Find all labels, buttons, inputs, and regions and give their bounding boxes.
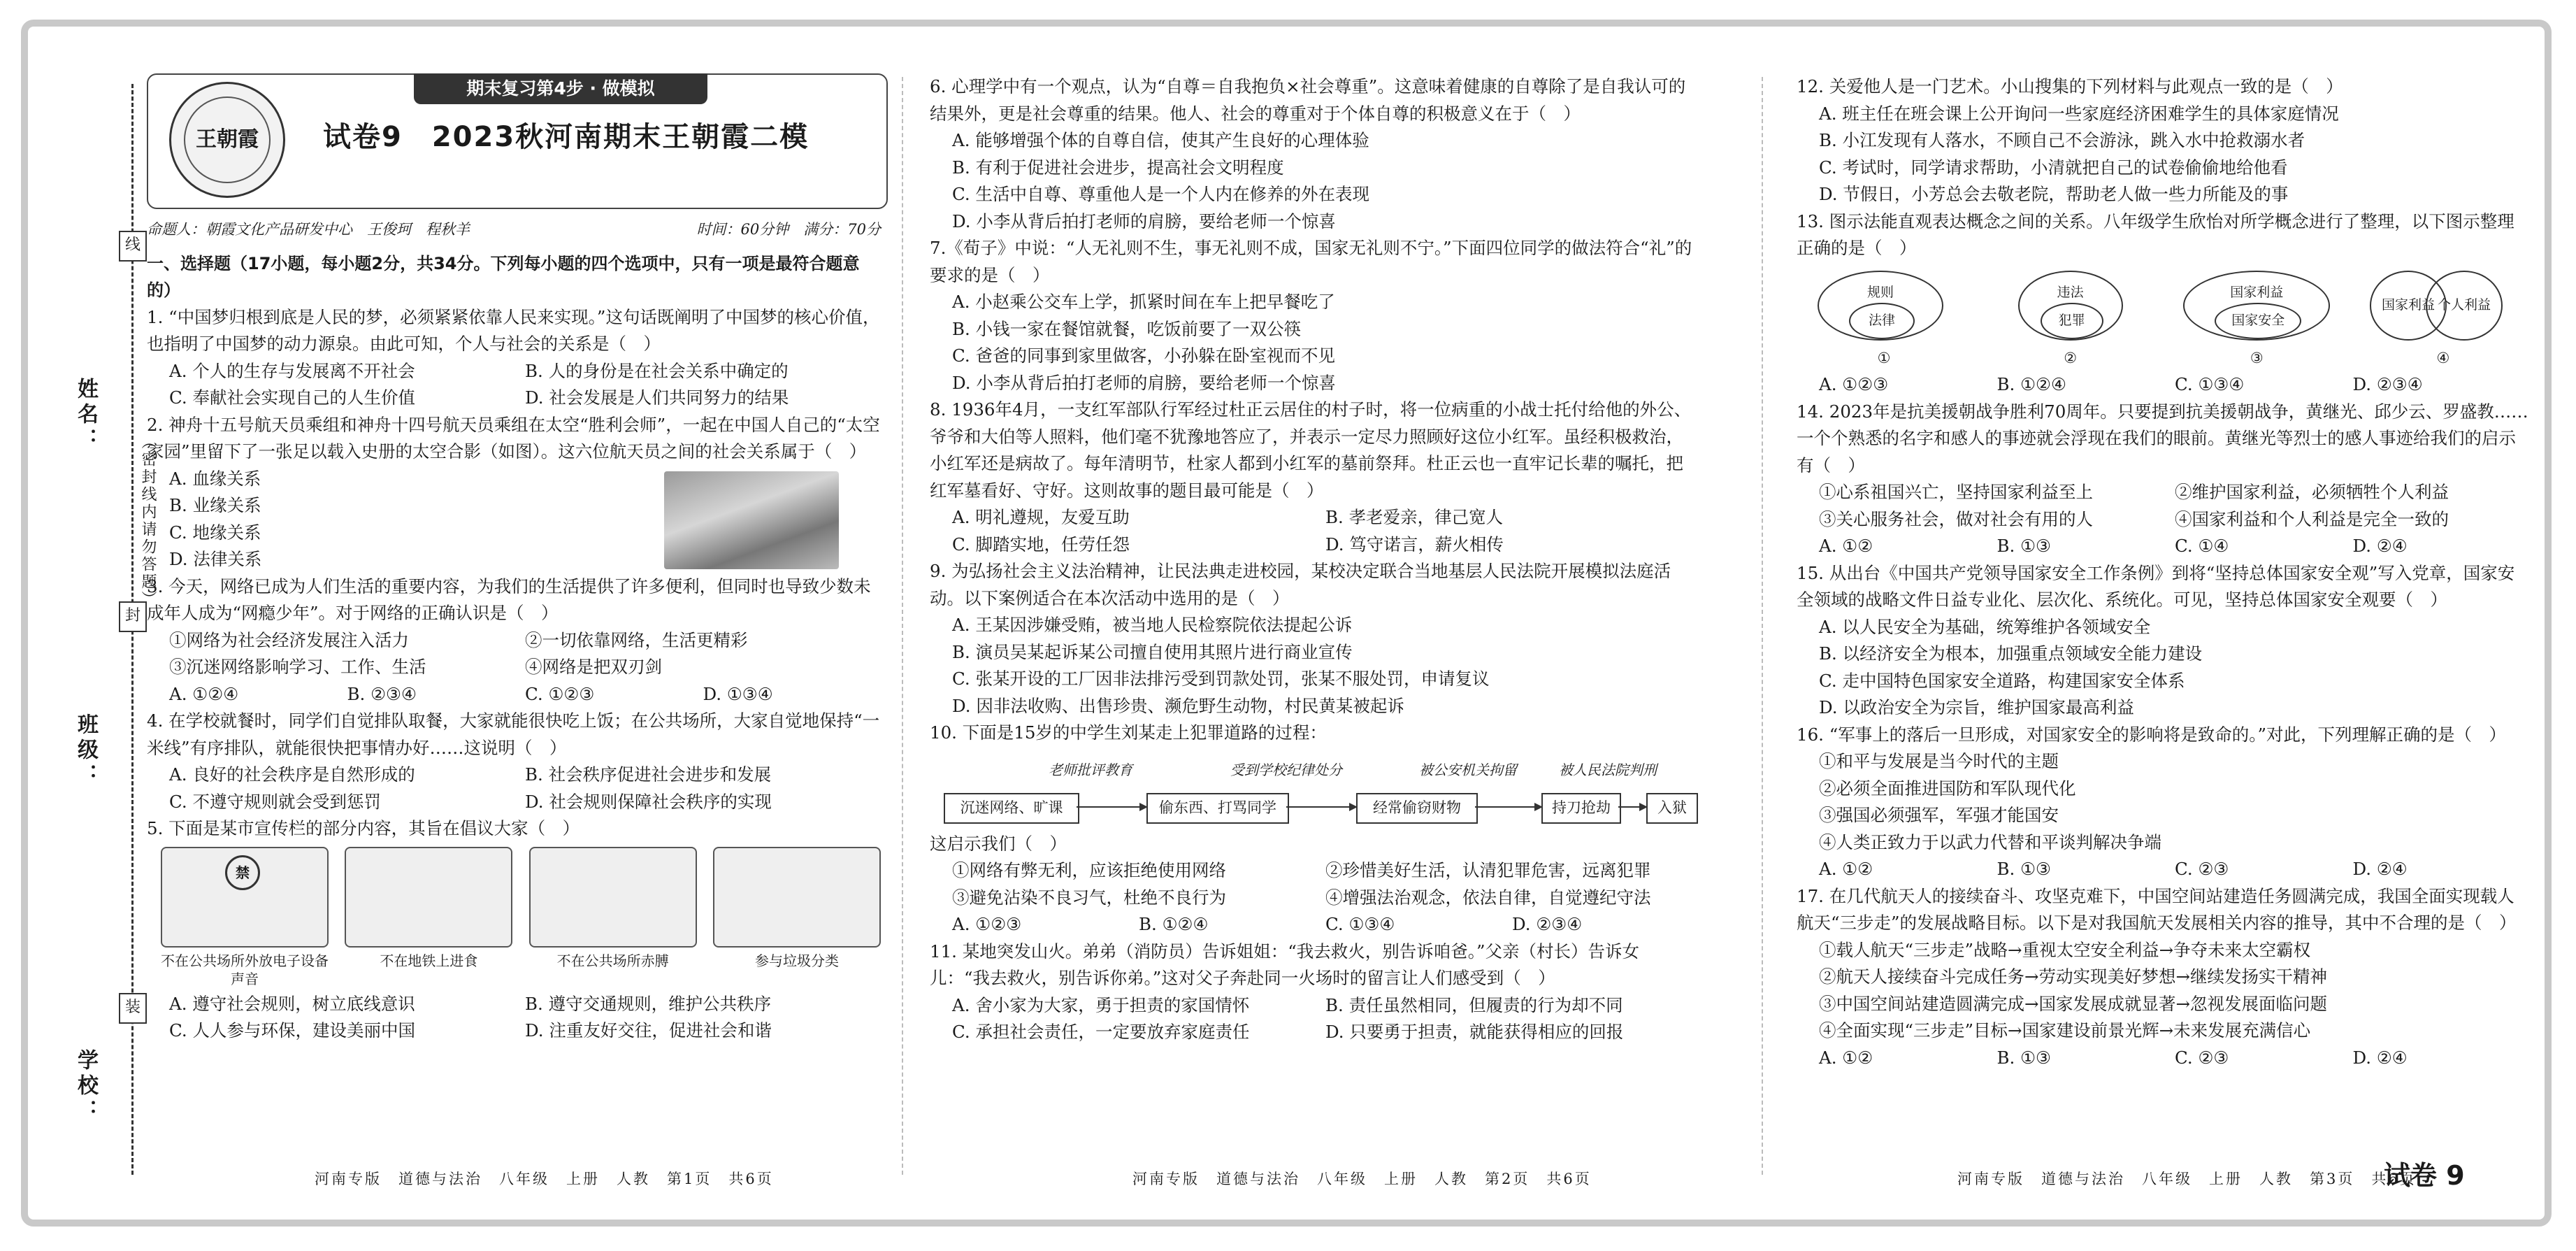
option: B. ①③ [1996,1047,2052,1068]
question-13: 13. 图示法能直观表达概念之间的关系。八年级学生欣怡对所学概念进行了整理，以下图示整理正确的是（ ） [1797,210,2514,258]
authors: 命题人：朝霞文化产品研发中心 王俊珂 程秋羊 [147,221,470,238]
cartoon-image [529,847,697,948]
statement: ②一切依靠网络，生活更精彩 [525,629,748,650]
option: C. 脚踏实地，任劳任怨 [952,534,1130,555]
school-label: 学校： [73,1049,98,1124]
cartoon-image [345,847,512,948]
question-14: 14. 2023年是抗美援朝战争胜利70周年。只要提到抗美援朝战争，黄继光、邱少云、罗盛教……一个个熟悉的名字和感人的事迹就会浮现在我们的眼前。黄继光等烈士的感人事迹给我们的启示有（ ） [1797,401,2528,476]
option: C. 人人参与环保，建设美丽中国 [169,1020,415,1041]
option: A. 班主任在班会课上公开询问一些家庭经济困难学生的具体家庭情况 [1819,103,2339,124]
options-2 [147,466,881,573]
page-footer-2: 河南专版 道德与法治 八年级 上册 人教 第2页 共6页 [1132,1171,1592,1187]
question-3: 3. 今天，网络已成为人们生活的重要内容，为我们的生活提供了许多便利，但同时也导致少数未成年人成为“网瘾少年”。对于网络的正确认识是（ ） [147,576,871,623]
binding-margin [49,84,157,1175]
statement: ③强国必须强军，军强才能国安 [1819,805,2059,825]
option: A. ①② [1819,536,1873,556]
cartoon [529,847,697,988]
options-14 [1797,533,2531,560]
statement: ②珍惜美好生活，认清犯罪危害，远离犯罪 [1325,860,1651,880]
page-footer-3: 河南专版 道德与法治 八年级 上册 人教 第3页 共6页 [1957,1171,2417,1187]
question-6: 6. 心理学中有一个观点，认为“自尊＝自我抱负×社会尊重”。这意味着健康的自尊除了是自我认可的结果外，更是社会尊重的结果。他人、社会的尊重对于个体自尊的积极意义在于（ ） [930,76,1686,124]
option: D. 笃守诺言，薪火相传 [1325,534,1504,555]
diagram-term: 法律 [1868,313,1895,329]
time-score: 时间：60分钟 满分：70分 [696,221,881,238]
option: D. ②④ [2352,859,2408,879]
option: B. 责任虽然相同，但履责的行为却不同 [1325,994,1623,1015]
option: C. ①③④ [2175,374,2245,394]
statement: ①网络有弊无利，应该拒绝使用网络 [952,860,1226,880]
option: A. 个人的生存与发展离不开社会 [169,360,415,381]
diagram-term: 国家安全 [2231,313,2285,329]
statement: ③避免沾染不良习气，杜绝不良行为 [952,887,1226,908]
option: C. ①④ [2175,536,2229,556]
question-8: 8. 1936年4月，一支红军部队行军经过杜正云居住的村子时，将一位病重的小战士托付给他的外公、爷爷和大伯等人照料，他们毫不犹豫地答应了，并表示一定尽力照顾好这位小红军。虽经积极救治，小红军还是病故了。每年清明节，杜家人都到小红军的墓前祭拜。杜正云也一直牢记长辈的嘱托，把红军墓看好、守好。这则故事的题目最可能是（ ） [930,399,1692,501]
statement: ②维护国家利益，必须牺牲个人利益 [2175,482,2449,502]
option: B. 有利于促进社会进步，提高社会文明程度 [952,157,1284,178]
flow-step: 偷东西、打骂同学 [1146,793,1289,824]
option: B. 以经济安全为根本，加强重点领域安全能力建设 [1819,643,2203,664]
option: A. ①②③ [1819,374,1889,394]
cartoon-caption: 不在地铁上进食 [380,952,478,969]
option: A. 遵守社会规则，树立底线意识 [169,993,415,1014]
diagram-term: 个人利益 [2437,297,2491,313]
option: A. 舍小家为大家，勇于担责的家国情怀 [952,994,1250,1015]
option: D. 社会发展是人们共同努力的结果 [525,387,789,408]
statement: ④网络是把双刃剑 [525,657,662,677]
statement: ②航天人接续奋斗完成任务→劳动实现美好梦想→继续发扬实干精神 [1819,966,2328,987]
flow-arrow [1475,806,1541,808]
flow-arrow [1077,806,1146,808]
flow-label: 被人民法院判刑 [1559,761,1657,778]
diagram-number: ① [1877,349,1891,366]
items-10 [930,857,1699,911]
option: C. 爸爸的同事到家里做客，小孙躲在卧室视而不见 [952,345,1335,366]
option: A. ①②④ [169,683,239,704]
option: B. 演员吴某起诉某公司擅自使用其照片进行商业宣传 [952,641,1353,662]
statement: ①心系祖国兴亡，坚持国家利益至上 [1819,482,2093,502]
flow-arrow [1286,806,1356,808]
items-14 [1797,479,2531,533]
ellipse-right [2426,271,2503,341]
option: B. 人的身份是在社会关系中确定的 [525,360,789,381]
statement: ①网络为社会经济发展注入活力 [169,629,409,650]
page-footer-1: 河南专版 道德与法治 八年级 上册 人教 第1页 共6页 [315,1171,774,1187]
option: D. 只要勇于担责，就能获得相应的回报 [1325,1022,1624,1042]
option: D. 小李从背后拍打老师的肩膀，要给老师一个惊喜 [952,210,1336,231]
option: D. ②④ [2352,536,2408,556]
option: C. ①②③ [525,683,595,704]
option: D. ②③④ [1512,914,1583,934]
statement: ②必须全面推进国防和军队现代化 [1819,778,2076,799]
diagram-term: 违法 [2057,284,2084,300]
flow-label: 老师批评教育 [1049,761,1132,778]
options-8 [930,504,1699,558]
option: D. 法律关系 [169,549,262,569]
option: D. ②④ [2352,1047,2408,1068]
concept-diagram [2183,268,2330,372]
question-12: 12. 关爱他人是一门艺术。小山搜集的下列材料与此观点一致的是（ ） [1797,76,2343,96]
column-2 [930,73,1699,1046]
question-2: 2. 神舟十五号航天员乘组和神舟十四号航天员乘组在太空“胜利会师”，一起在中国人自己的“太空家园”里留下了一张足以载入史册的太空合影（如图）。这六位航天员之间的社会关系属于（ ） [147,414,880,462]
option: D. 社会规则保障社会秩序的实现 [525,791,772,812]
question-1: 1. “中国梦归根到底是人民的梦，必须紧紧依靠人民来实现。”这句话既阐明了中国梦的核心价值，也指明了中国梦的动力源泉。由此可知，个人与社会的关系是（ ） [147,306,880,354]
cartoon [713,847,881,988]
statement: ④增强法治观念，依法自律，自觉遵纪守法 [1325,887,1651,908]
option: C. 承担社会责任，一定要放弃家庭责任 [952,1022,1250,1042]
cartoon-caption: 不在公共场所外放电子设备声音 [161,952,329,987]
option: D. 以政治安全为宗旨，维护国家最高利益 [1819,697,2134,717]
option: A. 良好的社会秩序是自然形成的 [169,764,415,785]
option: D. ①③④ [703,683,773,704]
option: C. ①③④ [1325,914,1395,934]
flow-label: 被公安机关拘留 [1419,761,1517,778]
options-17 [1797,1045,2531,1072]
column-3 [1797,73,2531,1071]
option: B. 遵守交通规则，维护公共秩序 [525,993,772,1014]
statement: ④人类正致力于以武力代替和平谈判解决争端 [1819,831,2161,852]
option: D. 小李从背后拍打老师的肩膀，要给老师一个惊喜 [952,372,1336,393]
option: A. 明礼遵规，友爱互助 [952,507,1130,527]
binding-mark-bottom: 装 [119,993,147,1024]
option: C. ②③ [2175,859,2229,879]
question-10-tail: 这启示我们（ ） [930,833,1067,854]
flow-arrow [1618,806,1646,808]
diagram-term: 规则 [1866,284,1894,300]
inner-ellipse [2041,303,2103,339]
option: D. 节假日，小芳总会去敬老院，帮助老人做一些力所能及的事 [1819,184,2289,204]
option: B. ②③④ [347,683,417,704]
option: C. 张某开设的工厂因非法排污受到罚款处罚，张某不服处罚，申请复议 [952,669,1490,689]
exam-header [147,73,888,209]
options-5 [147,991,881,1045]
question-11: 11. 某地突发山火。弟弟（消防员）告诉姐姐：“我去救火，别告诉咱爸。”父亲（村长）告诉女儿：“我去救火，别告诉你弟。”这对父子奔赴同一火场时的留言让人们感受到（ ） [930,941,1640,988]
diagram-term: 国家利益 [2381,297,2435,313]
inner-ellipse [1849,303,1915,339]
option: A. 王某因涉嫌受贿，被当地人民检察院依法提起公诉 [952,615,1353,635]
option: C. ②③ [2175,1047,2229,1068]
cartoon-caption: 参与垃圾分类 [754,952,839,969]
option: C. 走中国特色国家安全道路，构建国家安全体系 [1819,670,2185,691]
options-1 [147,358,881,412]
option: A. ①② [1819,1047,1873,1068]
concept-diagrams [1811,268,2517,372]
cartoon-image [713,847,881,948]
column-separator [902,77,903,1175]
option: B. ①②④ [1139,914,1209,934]
prohibit-badge: 禁 [225,855,260,890]
cartoon [345,847,512,988]
question-4: 4. 在学校就餐时，同学们自觉排队取餐，大家就能很快吃上饭；在公共场所，大家自觉地保持“一米线”有序排队，就能很快把事情办好……这说明（ ） [147,710,880,758]
option: C. 考试时，同学请求帮助，小清就把自己的试卷偷偷地给他看 [1819,157,2288,178]
option: C. 不遵守规则就会受到惩罚 [169,791,381,812]
options-3 [147,681,881,708]
options-16 [1797,856,2531,883]
statement: ①和平与发展是当今时代的主题 [1819,751,2059,771]
statement: ③中国空间站建造圆满完成→国家发展成就显著→忽视发展面临问题 [1819,993,2328,1014]
flow-step: 沉迷网络、旷课 [944,793,1079,824]
option: C. 奉献社会实现自己的人生价值 [169,387,415,408]
crime-flowchart [930,750,1699,827]
options-11 [930,992,1699,1046]
options-13 [1797,371,2531,399]
option: B. ①③ [1996,536,2052,556]
option: B. ①②④ [1996,374,2066,394]
binding-note: （密封线内请勿答题） [139,434,157,608]
option: D. 因非法收购、出售珍贵、濒危野生动物，村民黄某被起诉 [952,695,1404,716]
option: B. 小江发现有人落水，不顾自己不会游泳，跳入水中抢救溺水者 [1819,130,2305,150]
option: C. 生活中自尊、尊重他人是一个人内在修养的外在表现 [952,184,1369,204]
poster-cartoons [161,847,881,988]
diagram-number: ④ [2436,349,2450,366]
logo-seal [169,82,285,198]
concept-diagram [2370,268,2517,372]
question-17: 17. 在几代航天人的接续奋斗、攻坚克难下，中国空间站建造任务圆满完成，我国全面实现载人航天“三步走”的发展战略目标。以下是对我国航天发展相关内容的推导，其中不合理的是（ ） [1797,885,2517,933]
flow-step: 经常偷窃财物 [1356,793,1478,824]
exam-number-tag: 试卷 9 [2384,1160,2465,1191]
question-5: 5. 下面是某市宣传栏的部分内容，其旨在倡议大家（ ） [147,818,580,838]
binding-mark-mid: 封 [119,601,147,632]
cartoon [161,847,329,988]
option: B. ①③ [1996,859,2052,879]
column-separator [1762,77,1763,1175]
section-heading: 一、选择题（17小题，每小题2分，共34分。下列每小题的四个选项中，只有一项是最符合题意的） [147,253,860,300]
question-16: 16. “军事上的落后一旦形成，对国家安全的影响将是致命的。”对此，下列理解正确的是（ ） [1797,724,2507,745]
option: A. 能够增强个体的自尊自信，使其产生良好的心理体验 [952,130,1369,150]
concept-diagram [1811,268,1957,372]
option: B. 小钱一家在餐馆就餐，吃饭前要了一双公筷 [952,318,1302,339]
diagram-number: ③ [2250,349,2264,366]
logo-text: 王朝霞 [184,96,271,183]
exam-title: 试卷9 2023秋河南期末王朝霞二模 [323,121,810,153]
diagram-term: 国家利益 [2230,284,2284,300]
statement: ④国家利益和个人利益是完全一致的 [2175,508,2449,529]
option: A. 血缘关系 [169,468,261,489]
name-label: 姓名： [73,378,98,453]
astronaut-photo [664,471,839,569]
header-banner: 期末复习第4步 · 做模拟 [414,73,707,104]
column-1 [147,73,881,1045]
exam-meta [147,216,881,243]
diagram-number: ② [2064,349,2078,366]
cartoon-image [161,847,329,948]
option: A. ①②③ [952,914,1022,934]
diagram-term: 犯罪 [2058,313,2085,329]
question-10: 10. 下面是15岁的中学生刘某走上犯罪道路的过程： [930,722,1327,743]
option: B. 社会秩序促进社会进步和发展 [525,764,772,785]
binding-mark-top: 线 [119,231,147,262]
items-3 [147,627,881,681]
option: C. 地缘关系 [169,522,261,543]
option: A. 以人民安全为基础，统筹维护各领域安全 [1819,616,2151,637]
question-9: 9. 为弘扬社会主义法治精神，让民法典走进校园，某校决定联合当地基层人民法院开展模拟法庭活动。以下案例适合在本次活动中选用的是（ ） [930,561,1671,608]
flow-step: 持刀抢劫 [1541,793,1621,824]
options-10 [930,911,1699,938]
class-label: 班级： [73,713,98,789]
option: B. 业缘关系 [169,495,261,515]
option: A. ①② [1819,859,1873,879]
option: D. ②③④ [2352,374,2423,394]
statement: ①载人航天“三步走”战略→重视太空安全利益→争夺未来太空霸权 [1819,939,2311,960]
flow-label: 受到学校纪律处分 [1230,761,1342,778]
option: B. 孝老爱亲，律己宽人 [1325,507,1504,527]
inner-ellipse [2215,303,2301,339]
statement: ③沉迷网络影响学习、工作、生活 [169,657,426,677]
options-4 [147,762,881,815]
cartoon-caption: 不在公共场所赤膊 [556,952,669,969]
flow-step: 入狱 [1646,793,1698,824]
concept-diagram [1997,268,2144,372]
statement: ③关心服务社会，做对社会有用的人 [1819,508,2093,529]
question-15: 15. 从出台《中国共产党领导国家安全工作条例》到将“坚持总体国家安全观”写入党章，国家安全领域的战略文件日益专业化、层次化、系统化。可见，坚持总体国家安全观要（ ） [1797,562,2515,610]
option: A. 小赵乘公交车上学，抓紧时间在车上把早餐吃了 [952,292,1335,312]
statement: ④全面实现“三步走”目标→国家建设前景光辉→未来发展充满信心 [1819,1020,2311,1041]
question-7: 7.《荀子》中说：“人无礼则不生，事无礼则不成，国家无礼则不宁。”下面四位同学的做法符合“礼”的要求的是（ ） [930,238,1692,285]
option: D. 注重友好交往，促进社会和谐 [525,1020,772,1041]
